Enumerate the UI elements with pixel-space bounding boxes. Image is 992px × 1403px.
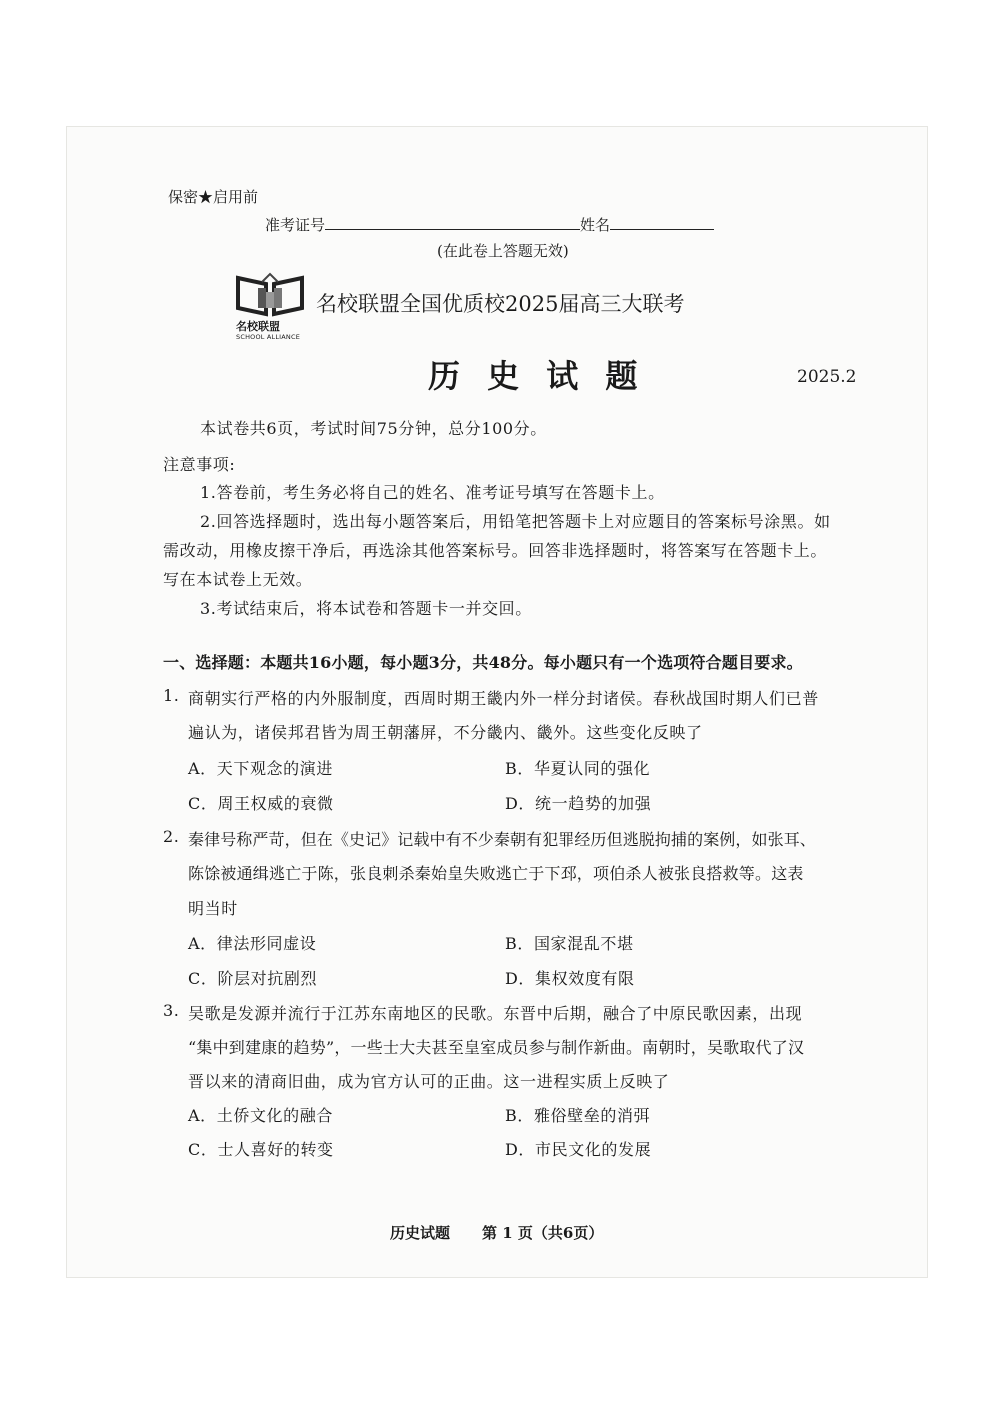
name-field[interactable] [610,215,714,230]
invalid-note: (在此卷上答题无效) [437,242,569,260]
q1-option-b[interactable]: B．华夏认同的强化 [505,759,651,778]
q3-stem-line-2: “集中到建康的趋势”，一些士大夫甚至皇室成员参与制作新曲。南朝时，吴歌取代了汉 [188,1038,805,1057]
note-2-line-2: 需改动，用橡皮擦干净后，再选涂其他答案标号。回答非选择题时，将答案写在答题卡上。 [163,541,828,560]
q2-option-a[interactable]: A．律法形同虚设 [188,934,317,953]
q3-option-d[interactable]: D．市民文化的发展 [505,1140,652,1159]
q3-number: 3. [163,1001,180,1020]
q1-option-c[interactable]: C．周王权威的衰微 [188,794,334,813]
q3-stem-line-1: 吴歌是发源并流行于江苏东南地区的民歌。东晋中后期，融合了中原民歌因素，出现 [188,1004,803,1023]
q3-option-c[interactable]: C．士人喜好的转变 [188,1140,334,1159]
note-3: 3.考试结束后，将本试卷和答题卡一并交回。 [200,599,532,618]
note-2-line-1: 2.回答选择题时，选出每小题答案后，用铅笔把答题卡上对应题目的答案标号涂黑。如 [200,512,831,531]
exam-date: 2025.2 [797,367,857,387]
intro-text: 本试卷共6页，考试时间75分钟，总分100分。 [200,419,547,438]
logo-cn-text: 名校联盟 [236,320,280,333]
q1-option-a[interactable]: A．天下观念的演进 [188,759,333,778]
q2-stem-line-1: 秦律号称严苛，但在《史记》记载中有不少秦朝有犯罪经历但逃脱拘捕的案例，如张耳、 [188,830,816,849]
q1-stem-line-1: 商朝实行严格的内外服制度，西周时期王畿内外一样分封诸侯。春秋战国时期人们已普 [188,689,819,708]
section-heading: 一、选择题：本题共16小题，每小题3分，共48分。每小题只有一个选项符合题目要求。 [163,653,803,672]
footer-page-number: 第 1 页（共6页） [482,1224,604,1242]
exam-name: 名校联盟全国优质校2025届高三大联考 [316,292,685,316]
exam-id-field[interactable] [325,215,580,230]
exam-id-row [265,214,714,235]
footer-subject: 历史试题 [390,1224,451,1242]
page-title: 历 史 试 题 [428,357,646,395]
q2-option-d[interactable]: D．集权效度有限 [505,969,635,988]
q1-stem-line-2: 遍认为，诸侯邦君皆为周王朝藩屏，不分畿内、畿外。这些变化反映了 [188,723,703,742]
q1-number: 1. [163,686,180,705]
logo-en-text: SCHOOL ALLIANCE [236,333,301,341]
q3-option-b[interactable]: B．雅俗壁垒的消弭 [505,1106,651,1125]
q2-option-c[interactable]: C．阶层对抗剧烈 [188,969,318,988]
q2-stem-line-2: 陈馀被通缉逃亡于陈，张良刺杀秦始皇失败逃亡于下邳，项伯杀人被张良搭救等。这表 [188,864,804,883]
name-label: 姓名 [580,216,611,234]
q2-option-b[interactable]: B．国家混乱不堪 [505,934,634,953]
q3-stem-line-3: 晋以来的清商旧曲，成为官方认可的正曲。这一进程实质上反映了 [188,1072,670,1091]
book-logo-icon [236,272,304,318]
confidential-mark: 保密★启用前 [168,188,259,206]
exam-id-label: 准考证号 [265,216,326,234]
q1-option-d[interactable]: D．统一趋势的加强 [505,794,652,813]
q2-stem-line-3: 明当时 [188,899,238,918]
notes-heading: 注意事项: [163,455,236,474]
q3-option-a[interactable]: A．土侨文化的融合 [188,1106,333,1125]
note-1: 1.答卷前，考生务必将自己的姓名、准考证号填写在答题卡上。 [200,483,665,502]
q2-number: 2. [163,827,180,846]
note-2-line-3: 写在本试卷上无效。 [163,570,313,589]
